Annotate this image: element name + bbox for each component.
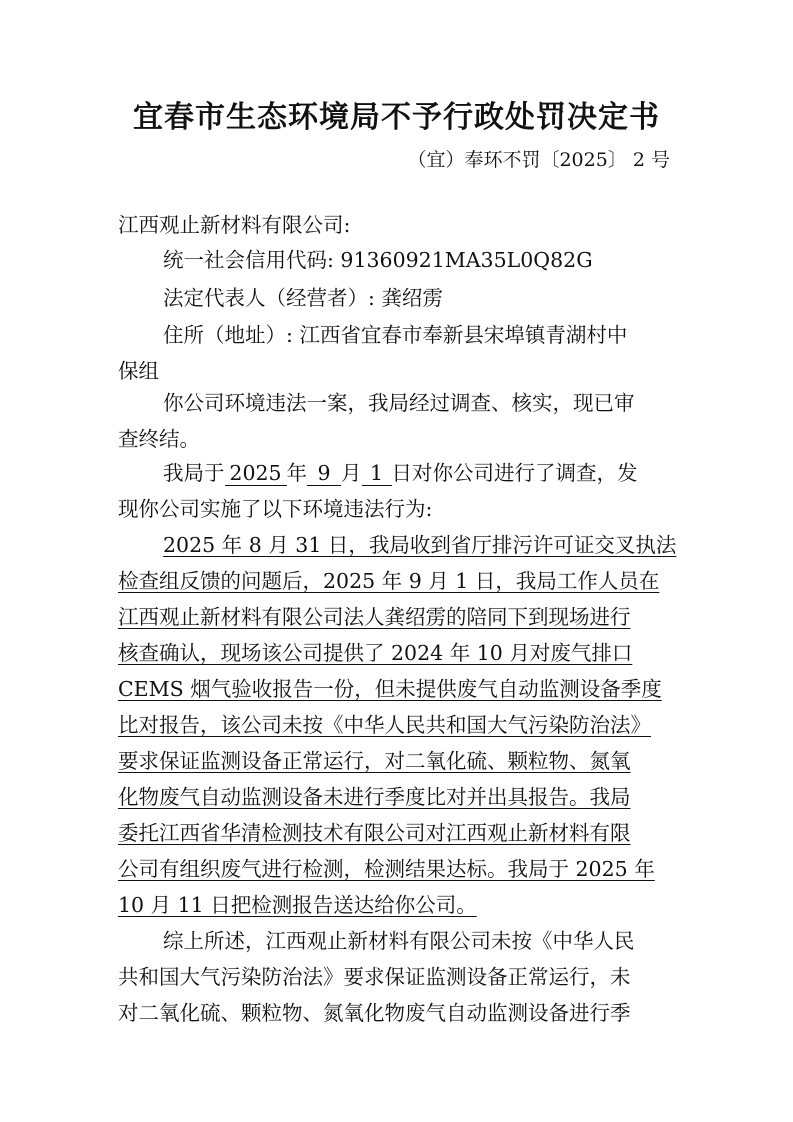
fact-line: 检查组反馈的问题后，2025 年 9 月 1 日，我局工作人员在	[118, 569, 660, 593]
fact-line: 江西观止新材料有限公司法人龚绍雳的陪同下到现场进行	[118, 605, 631, 629]
investigation-day: 1	[362, 461, 392, 486]
conclusion-line: 对二氧化硫、颗粒物、氮氧化物废气自动监测设备进行季	[118, 1001, 631, 1025]
conclusion-line: 共和国大气污染防治法》要求保证监测设备正常运行，未	[118, 965, 631, 989]
fact-line: 委托江西省华清检测技术有限公司对江西观止新材料有限	[118, 821, 631, 845]
investigation-year-unit: 年	[286, 461, 307, 485]
fact-line: 化物废气自动监测设备未进行季度比对并出具报告。我局	[118, 785, 631, 809]
address-line-1: 住所（地址）: 江西省宜春市奉新县宋埠镇青湖村中	[163, 323, 628, 347]
fact-line: 公司有组织废气进行检测，检测结果达标。我局于 2025 年	[118, 857, 655, 881]
fact-line: 比对报告，该公司未按《中华人民共和国大气污染防治法》	[118, 713, 651, 737]
document-number: （宜）奉环不罚〔2025〕 2 号	[407, 149, 670, 171]
investigation-month-unit: 月	[341, 461, 362, 485]
document-title: 宜春市生态环境局不予行政处罚决定书	[133, 100, 660, 135]
fact-line: 2025 年 8 月 31 日，我局收到省厅排污许可证交叉执法	[163, 533, 677, 557]
investigation-prefix: 我局于	[163, 461, 225, 485]
party-name: 江西观止新材料有限公司:	[118, 213, 351, 237]
investigation-suffix: 日对你公司进行了调查，发	[391, 461, 638, 485]
fact-line: 10 月 11 日把检测报告送达给你公司。	[118, 893, 477, 917]
fact-line: 要求保证监测设备正常运行，对二氧化硫、颗粒物、氮氧	[118, 749, 631, 773]
intro-line-1: 你公司环境违法一案，我局经过调查、核实，现已审	[163, 391, 635, 415]
conclusion-line: 综上所述，江西观止新材料有限公司未按《中华人民	[163, 929, 635, 953]
intro-line-2: 查终结。	[118, 427, 200, 451]
fact-line: CEMS 烟气验收报告一份，但未提供废气自动监测设备季度	[118, 677, 662, 701]
credit-code: 统一社会信用代码: 91360921MA35L0Q82G	[163, 248, 593, 272]
investigation-line-2: 现你公司实施了以下环境违法行为:	[118, 497, 433, 521]
address-line-2: 保组	[118, 359, 159, 383]
investigation-month: 9	[307, 461, 341, 486]
investigation-date-line	[163, 458, 638, 488]
legal-representative: 法定代表人（经营者）: 龚绍雳	[163, 286, 443, 310]
fact-line: 核查确认，现场该公司提供了 2024 年 10 月对废气排口	[118, 641, 633, 665]
investigation-year: 2025	[225, 461, 287, 486]
